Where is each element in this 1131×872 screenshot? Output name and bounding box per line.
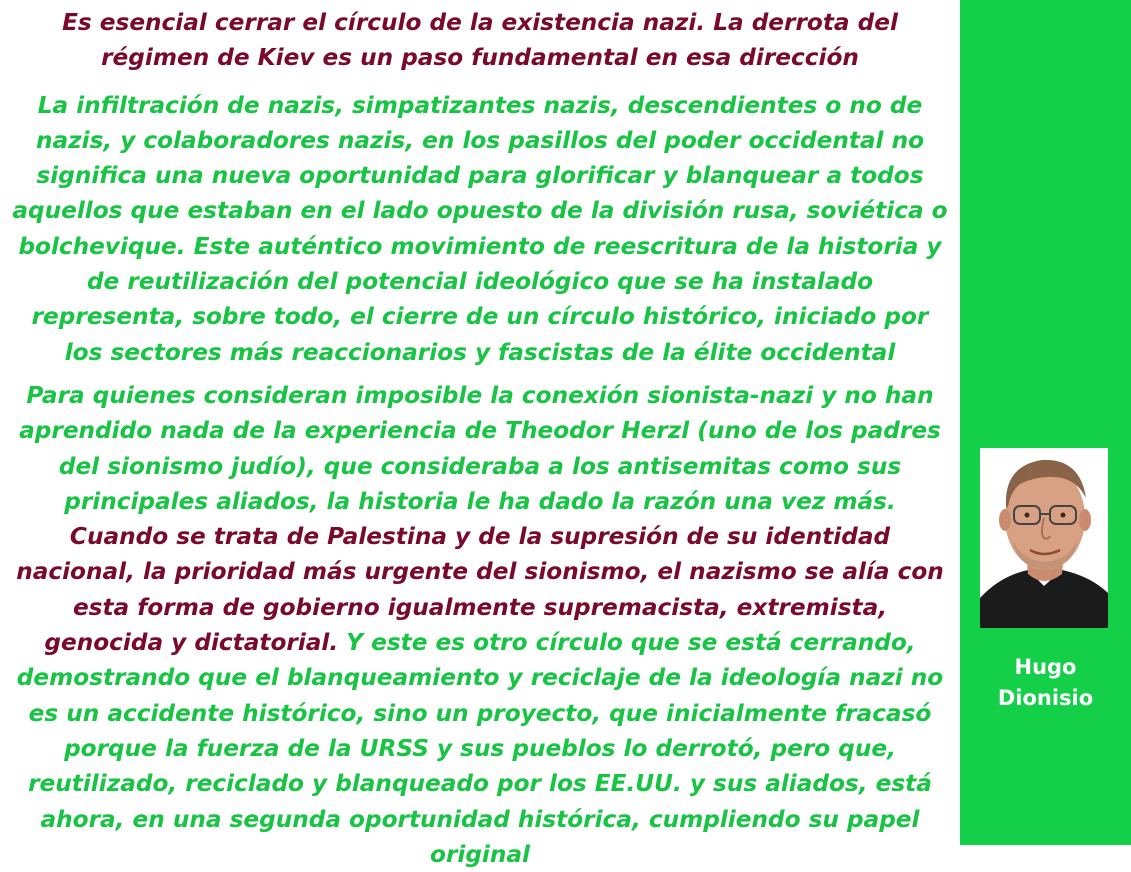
article-heading: Es esencial cerrar el círculo de la existencia nazi. La derrota del régimen de Kiev es un paso fundamental en esa dirección bbox=[62, 9, 898, 72]
author-first-name: Hugo bbox=[1014, 655, 1077, 679]
article-body bbox=[12, 0, 948, 872]
author-name bbox=[960, 652, 1131, 714]
author-sidebar bbox=[960, 0, 1131, 845]
author-photo bbox=[980, 448, 1108, 628]
paragraph-2-part-3: Y este es otro círculo que se está cerrando, demostrando que el blanqueamiento y reciclaje de la ideología nazi no es un accidente histórico, sino un proyecto, que inicialmente fracasó porque la fuerza de la URSS y sus pueblos lo derrotó, pero que, reutilizado, reciclado y blanqueado por los EE.UU. y sus aliados, está ahora, en una segunda oportunidad histórica, cumpliendo su papel original bbox=[16, 629, 944, 868]
article-paragraph-1: La infiltración de nazis, simpatizantes nazis, descendientes o no de nazis, y colaboradores nazis, en los pasillos del poder occidental no significa una nueva oportunidad para glorificar y blanquear a todos aquellos que estaban en el lado opuesto de la división rusa, soviética o bolchevique. Este auténtico movimiento de reescritura de la historia y de reutilización del potencial ideológico que se ha instalado representa, sobre todo, el cierre de un círculo histórico, iniciado por los sectores más reaccionarios y fascistas de la élite occidental bbox=[12, 91, 948, 366]
author-last-name: Dionisio bbox=[997, 686, 1094, 710]
author-portrait-icon bbox=[980, 448, 1108, 628]
article-paragraph-2 bbox=[12, 378, 948, 872]
paragraph-2-part-1: Para quienes consideran imposible la conexión sionista-nazi y no han aprendido nada de la experiencia de Theodor Herzl (uno de los padres del sionismo judío), que consideraba a los antisemitas como sus principales aliados, la historia le ha dado la razón una vez más. bbox=[19, 381, 941, 515]
paragraph-2-part-2: Cuando se trata de Palestina y de la supresión de su identidad nacional, la prioridad más urgente del sionismo, el nazismo se alía con esta forma de gobierno igualmente supremacista, extremista, genocida y dictatorial. bbox=[16, 523, 944, 657]
